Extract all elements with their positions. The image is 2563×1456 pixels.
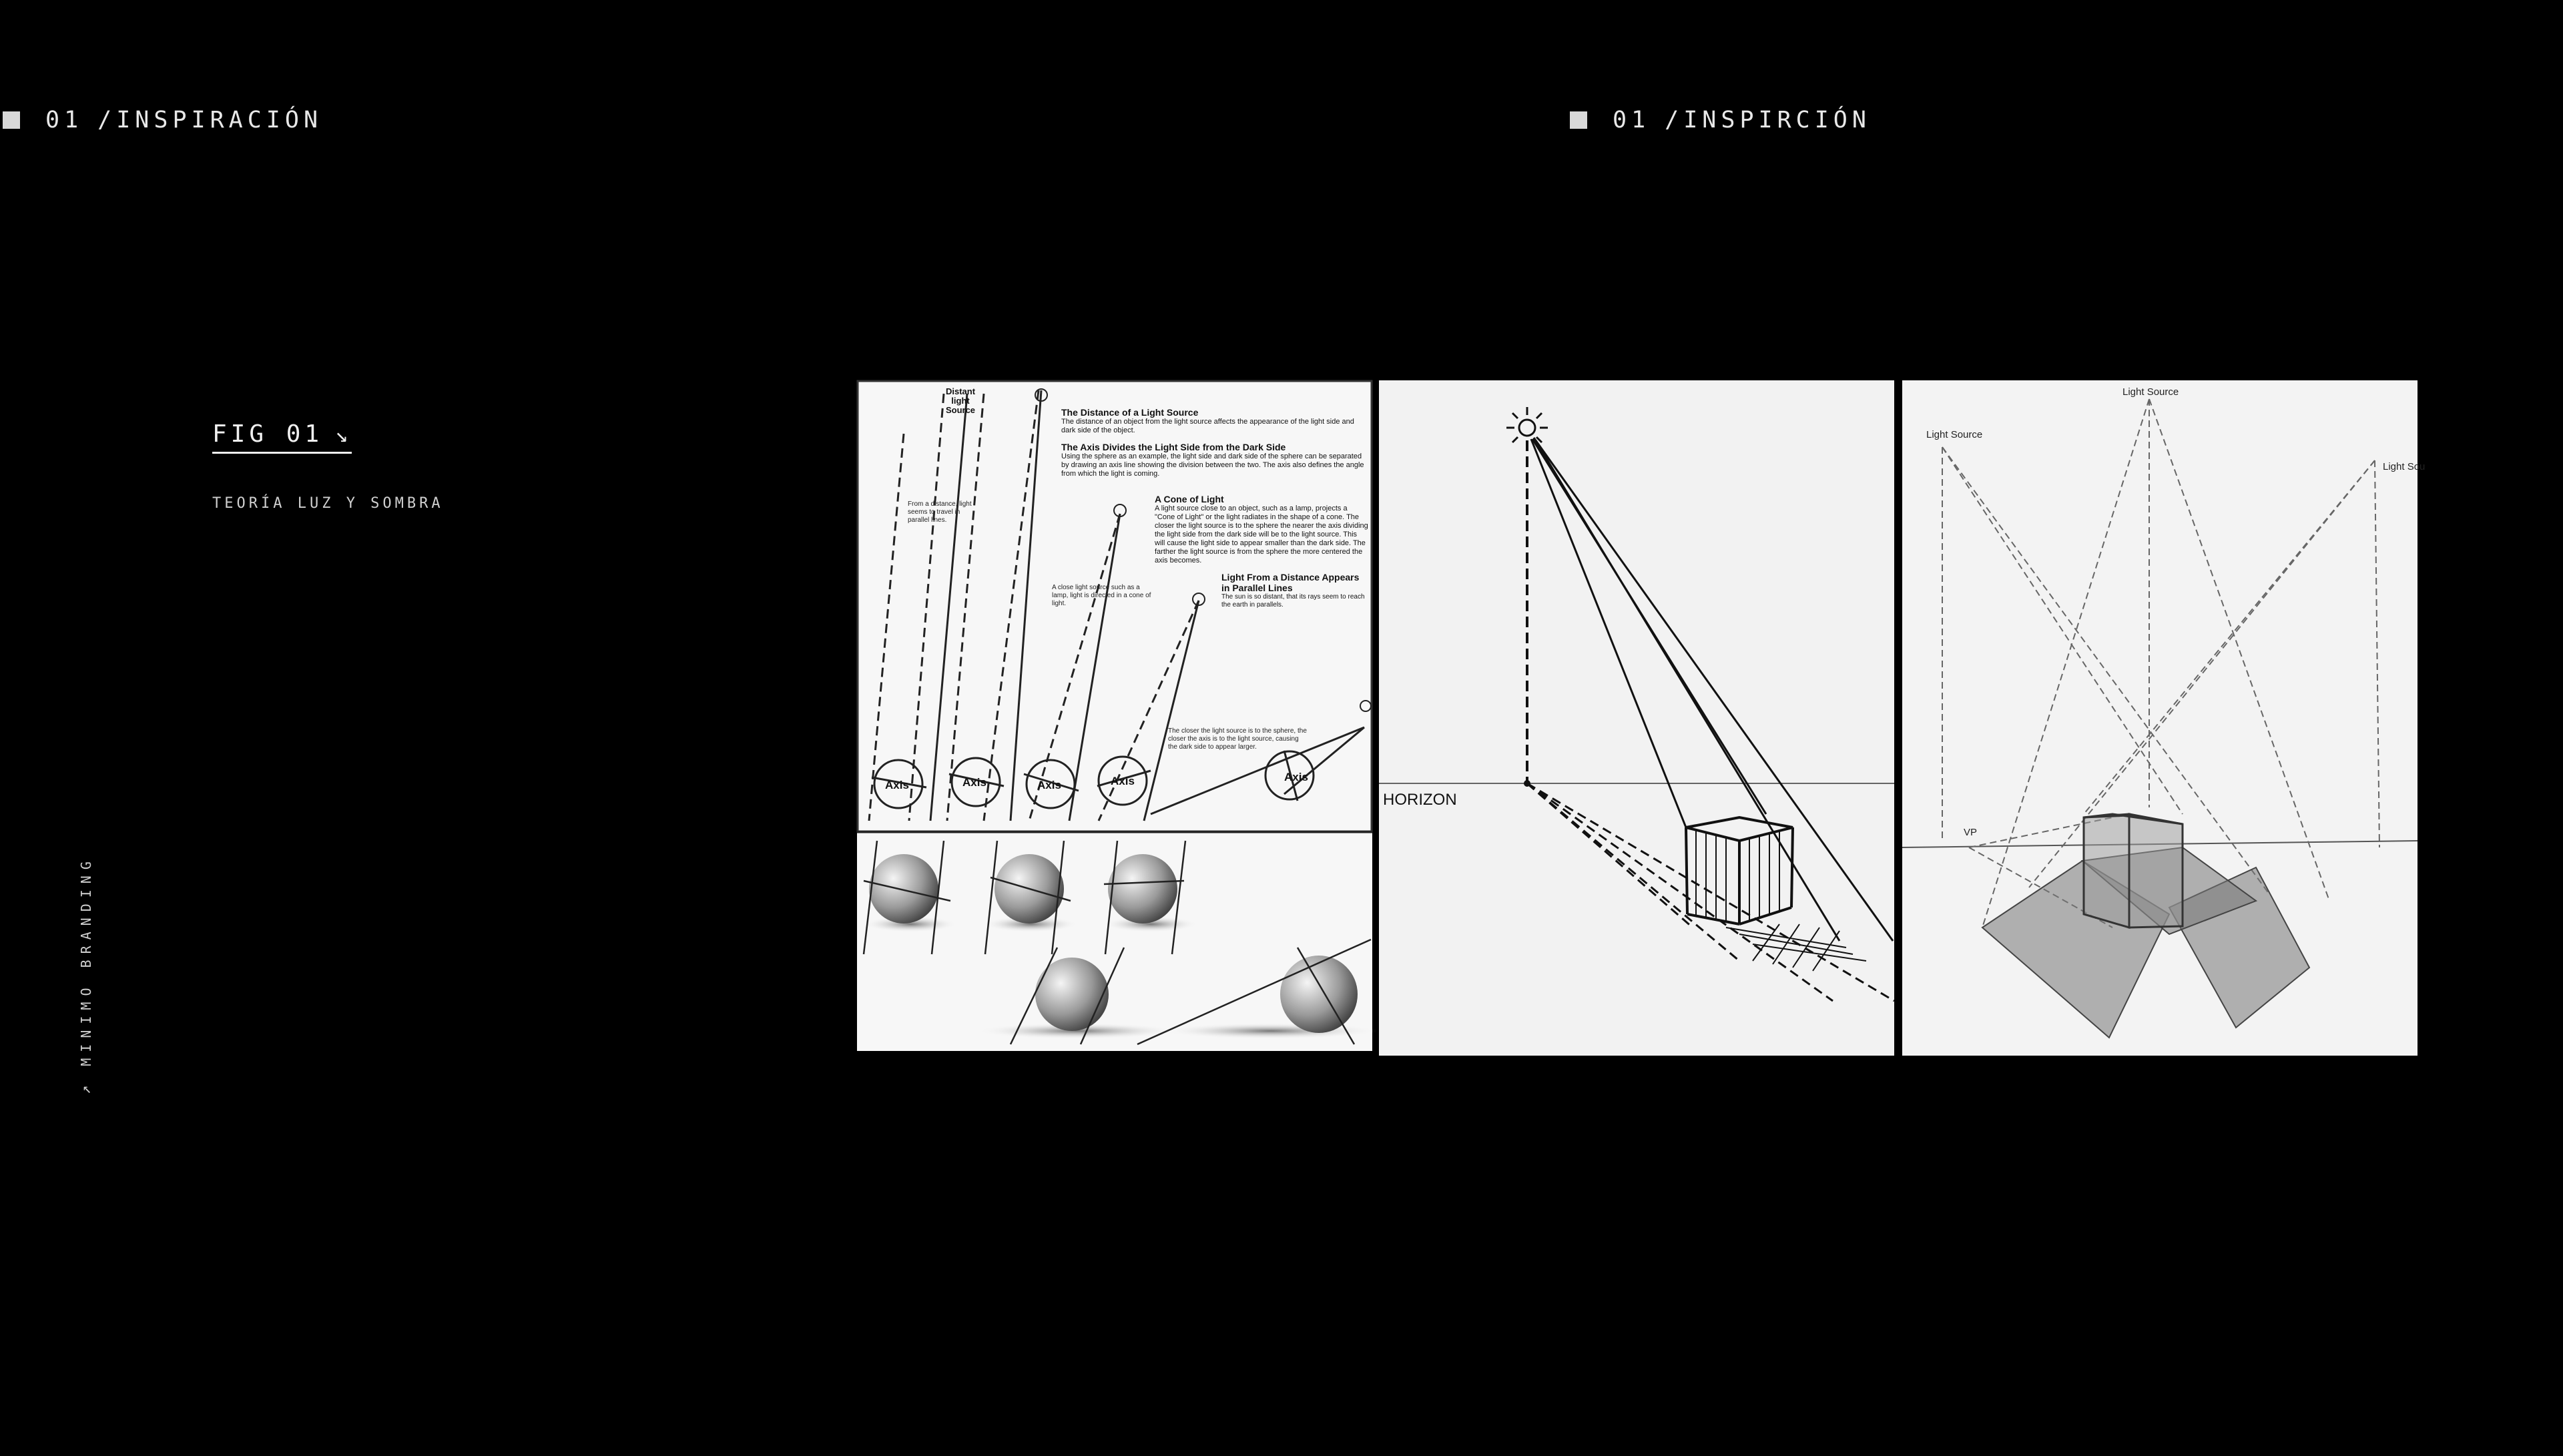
brand-name: MINIMO BRANDING [77, 855, 94, 1066]
arrow-up-right-icon: ↗ [77, 1079, 94, 1094]
axis-label: Axis [962, 776, 986, 789]
text-axis: Using the sphere as an example, the light side and dark side of the sphere can be separated by drawing an axis line showing the division between the two. The axis also defines the angle from which the light is coming. [1061, 452, 1364, 478]
vertical-brand [77, 855, 94, 1094]
axis-label: Axis [1037, 779, 1061, 791]
closer-note: The closer the light source is to the sphere, the closer the axis is to the light source, causing the dark side to appear larger. [1168, 727, 1307, 751]
close-lamp-note: A close light source such as a lamp, light is directed in a cone of light. [1052, 584, 1151, 607]
from-distance-note: From a distance, light seems to travel in parallel lines. [908, 500, 972, 524]
section-header-left [3, 107, 322, 133]
text-parallel: The sun is so distant, that its rays seem to reach the earth in parallels. [1221, 593, 1365, 609]
figure-label: FIG 01 [212, 420, 324, 448]
arrow-down-right-icon: ↘ [335, 421, 352, 447]
horizon-box-diagram [1379, 380, 1894, 1056]
section-number: 01 [1613, 107, 1651, 133]
light-source-right-label: Light Sou [2383, 461, 2426, 472]
heading-distance: The Distance of a Light Source [1061, 407, 1199, 418]
light-distance-diagram [857, 380, 1372, 1051]
square-bullet-icon [3, 111, 20, 129]
horizon-label: HORIZON [1383, 791, 1457, 809]
heading-parallel: Light From a Distance Appears in Parallel Lines [1221, 572, 1360, 593]
axis-label: Axis [885, 779, 909, 791]
heading-axis: The Axis Divides the Light Side from the Dark Side [1061, 442, 1286, 452]
light-source-top-label: Light Source [2122, 386, 2179, 398]
vanishing-point-label: VP [1964, 827, 1978, 838]
text-cone: A light source close to an object, such as a lamp, projects a "Cone of Light" or the light radiates in the shape of a cone. The closer the light source is to the sphere the nearer the axis dividing the light side from the dark side will be to the light source. This will cause the light side to appear smaller than the dark side. The farther the light source is from the sphere the more centered the axis becomes. [1155, 504, 1368, 565]
section-header-right [1570, 107, 1871, 133]
figure-caption: TEORÍA LUZ Y SOMBRA [212, 495, 444, 512]
text-distance: The distance of an object from the light source affects the appearance of the light side and dark side of the object. [1061, 418, 1354, 434]
light-source-left-label: Light Source [1926, 429, 1983, 440]
heading-cone: A Cone of Light [1155, 494, 1224, 504]
vanishing-point-diagram [1902, 380, 2426, 1056]
axis-label: Axis [1111, 775, 1135, 787]
square-bullet-icon [1570, 111, 1587, 129]
axis-label: Axis [1284, 771, 1308, 783]
figure-label-link[interactable] [212, 420, 352, 454]
section-number: 01 [45, 107, 83, 133]
section-title: /INSPIRACIÓN [97, 107, 323, 133]
distant-light-label: Distant light Source [945, 386, 976, 415]
section-title: /INSPIRCIÓN [1665, 107, 1871, 133]
